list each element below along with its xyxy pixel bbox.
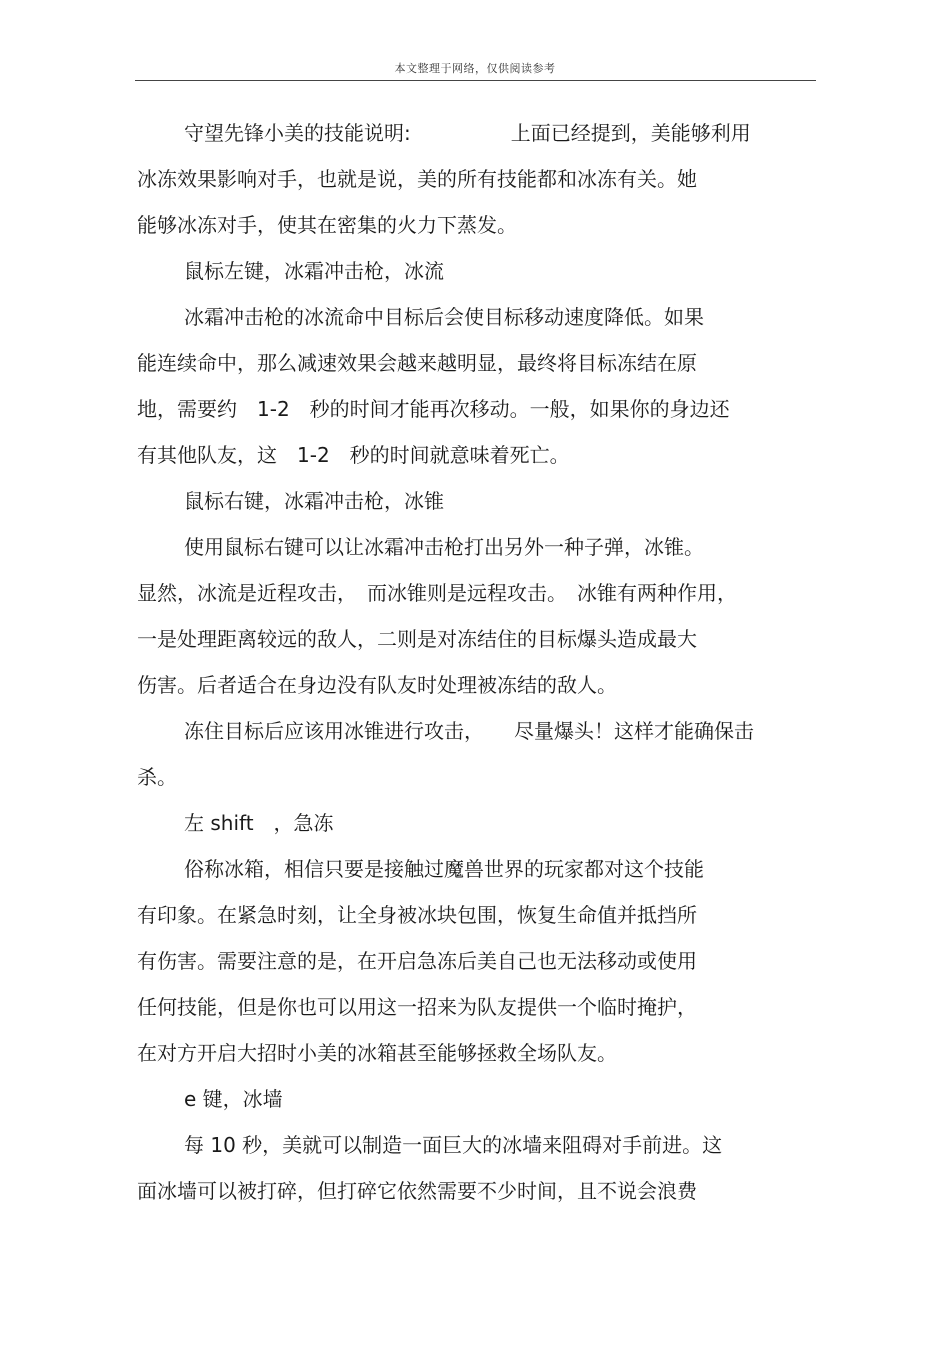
page-header-note: 本文整理于网络，仅供阅读参考 bbox=[394, 62, 556, 75]
text-line: 鼠标左键，冰霜冲击枪，冰流 bbox=[184, 259, 444, 283]
text-line: 伤害。后者适合在身边没有队友时处理被冻结的敌人。 bbox=[137, 673, 617, 697]
text-line: 面冰墙可以被打碎，但打碎它依然需要不少时间，且不说会浪费 bbox=[137, 1179, 697, 1203]
text-line: 冻住目标后应该用冰锥进行攻击， 尽量爆头！这样才能确保击 bbox=[184, 719, 754, 743]
text-line: 任何技能，但是你也可以用这一招来为队友提供一个临时掩护， bbox=[137, 995, 697, 1019]
text-line: 每 10 秒，美就可以制造一面巨大的冰墙来阻碍对手前进。这 bbox=[184, 1133, 723, 1157]
text-line: e 键，冰墙 bbox=[184, 1087, 283, 1111]
text-line: 鼠标右键，冰霜冲击枪，冰锥 bbox=[184, 489, 444, 513]
text-line: 俗称冰箱，相信只要是接触过魔兽世界的玩家都对这个技能 bbox=[184, 857, 704, 881]
text-line: 能够冰冻对手，使其在密集的火力下蒸发。 bbox=[137, 213, 517, 237]
text-line: 一是处理距离较远的敌人，二则是对冻结住的目标爆头造成最大 bbox=[137, 627, 697, 651]
text-line: 显然，冰流是近程攻击， 而冰锥则是远程攻击。 冰锥有两种作用， bbox=[137, 581, 737, 605]
text-line: 守望先锋小美的技能说明: 上面已经提到，美能够利用 bbox=[184, 121, 751, 145]
text-line: 左 shift ，急冻 bbox=[184, 811, 334, 835]
text-line: 有其他队友，这 1-2 秒的时间就意味着死亡。 bbox=[137, 443, 570, 467]
text-line: 冰霜冲击枪的冰流命中目标后会使目标移动速度降低。如果 bbox=[184, 305, 704, 329]
text-line: 杀。 bbox=[137, 765, 177, 789]
text-line: 有伤害。需要注意的是，在开启急冻后美自己也无法移动或使用 bbox=[137, 949, 697, 973]
text-line: 地，需要约 1-2 秒的时间才能再次移动。一般，如果你的身边还 bbox=[137, 397, 730, 421]
header-divider bbox=[135, 80, 816, 81]
text-line: 冰冻效果影响对手，也就是说，美的所有技能都和冰冻有关。她 bbox=[137, 167, 697, 191]
article-body bbox=[137, 110, 817, 1214]
text-line: 有印象。在紧急时刻，让全身被冰块包围，恢复生命值并抵挡所 bbox=[137, 903, 697, 927]
text-line: 在对方开启大招时小美的冰箱甚至能够拯救全场队友。 bbox=[137, 1041, 617, 1065]
text-line: 能连续命中，那么减速效果会越来越明显，最终将目标冻结在原 bbox=[137, 351, 697, 375]
text-line: 使用鼠标右键可以让冰霜冲击枪打出另外一种子弹，冰锥。 bbox=[184, 535, 704, 559]
